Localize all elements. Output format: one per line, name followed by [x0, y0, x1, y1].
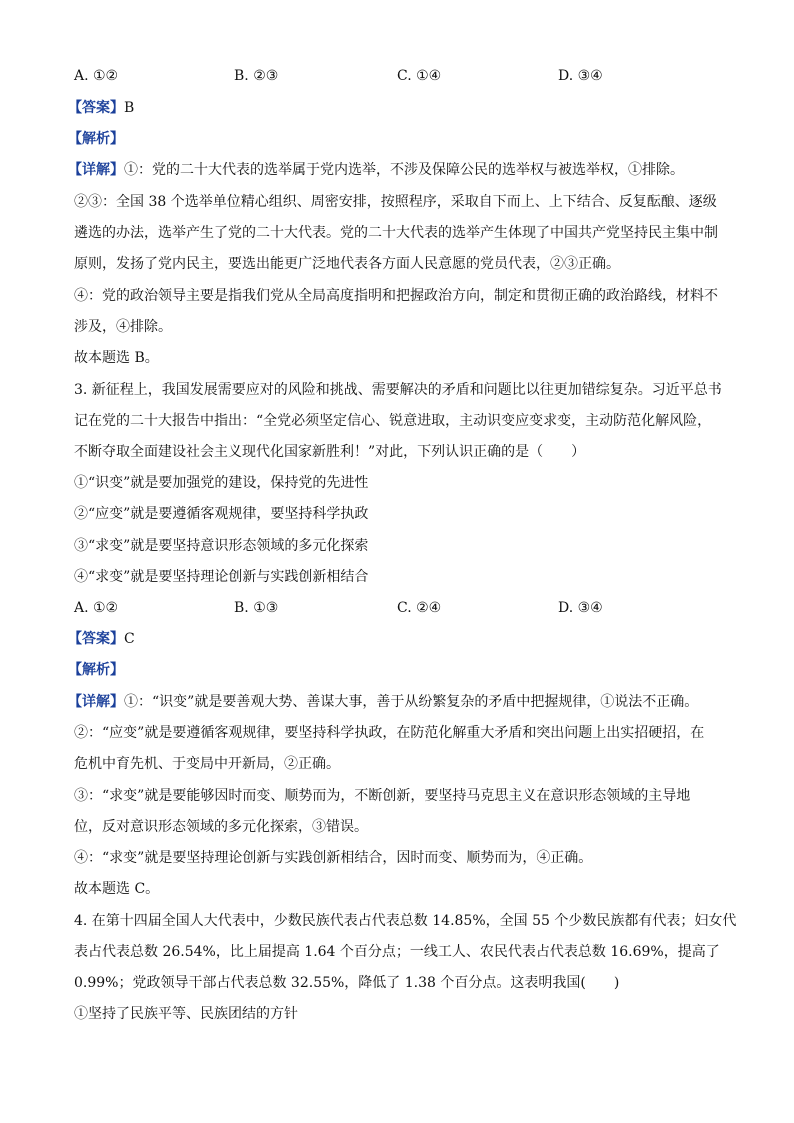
- q3-detail-text-1: ①：“识变”就是要善观大势、善谋大事，善于从纷繁复杂的矛盾中把握规律，①说法不正确。: [124, 694, 699, 710]
- q3-analysis-tag: 【解析】: [68, 662, 124, 678]
- q2-detail-line-4: 原则，发扬了党内民主，要选出能更广泛地代表各方面人民意愿的党员代表，②③正确。: [74, 256, 620, 272]
- q2-detail-line-1: [68, 160, 718, 180]
- q3-detail-line-3: 危机中育先机、于变局中开新局，②正确。: [74, 756, 340, 772]
- q3-stem-line-3: 不断夺取全面建设社会主义现代化国家新胜利！”对此，下列认识正确的是（ ）: [74, 444, 586, 460]
- q3-detail-line-5: 位，反对意识形态领域的多元化探索，③错误。: [74, 819, 368, 835]
- q3-detail-tag: 【详解】: [68, 694, 124, 710]
- q3-option-b: B. ①③: [234, 600, 279, 616]
- q2-option-b: B. ②③: [234, 68, 279, 84]
- q3-answer: [68, 629, 718, 649]
- q3-stem-line-2: 记在党的二十大报告中指出：“全党必须坚定信心、锐意进取，主动识变应变求变，主动防范化解风险，: [74, 413, 712, 429]
- q3-option-d: D. ③④: [558, 600, 603, 616]
- q4-item-1: ①坚持了民族平等、民族团结的方针: [74, 1006, 298, 1022]
- q2-detail-line-2: ②③：全国 38 个选举单位精心组织、周密安排，按照程序，采取自下而上、上下结合、反复酝酿、逐级: [74, 194, 717, 210]
- q3-answer-tag: 【答案】: [68, 631, 124, 647]
- q3-detail-line-6: ④：“求变”就是要坚持理论创新与实践创新相结合，因时而变、顺势而为，④正确。: [74, 850, 593, 866]
- q3-item-2: ②“应变”就是要遵循客观规律，要坚持科学执政: [74, 506, 369, 522]
- q3-detail-line-2: ②：“应变”就是要遵循客观规律，要坚持科学执政，在防范化解重大矛盾和突出问题上出实招硬招，在: [74, 725, 705, 741]
- q3-conclusion: 故本题选 C。: [74, 881, 160, 897]
- q2-detail-line-3: 遴选的办法，选举产生了党的二十大代表。党的二十大代表的选举产生体现了中国共产党坚持民主集中制: [74, 225, 718, 241]
- q2-option-d: D. ③④: [558, 68, 603, 84]
- q4-stem-line-1: 4. 在第十四届全国人大代表中，少数民族代表占代表总数 14.85%，全国 55 个少数民族都有代表；妇女代: [74, 913, 737, 929]
- q2-option-a: A. ①②: [74, 68, 119, 84]
- q3-answer-value: C: [124, 631, 135, 647]
- q2-answer: [68, 98, 718, 118]
- q4-stem-line-2: 表占代表总数 26.54%，比上届提高 1.64 个百分点；一线工人、农民代表占代表总数 16.69%，提高了: [74, 944, 720, 960]
- q3-option-a: A. ①②: [74, 600, 119, 616]
- q2-answer-value: B: [124, 100, 135, 116]
- q2-conclusion: 故本题选 B。: [74, 350, 159, 366]
- q2-detail-text-1: ①：党的二十大代表的选举属于党内选举，不涉及保障公民的选举权与被选举权，①排除。: [124, 162, 684, 178]
- q2-analysis-tag: 【解析】: [68, 131, 124, 147]
- q4-stem-line-3: 0.99%；党政领导干部占代表总数 32.55%，降低了 1.38 个百分点。这表明我国( ): [74, 975, 620, 991]
- q3-item-3: ③“求变”就是要坚持意识形态领域的多元化探索: [74, 538, 369, 554]
- q2-detail-tag: 【详解】: [68, 162, 124, 178]
- q2-options: [74, 66, 724, 86]
- q3-item-4: ④“求变”就是要坚持理论创新与实践创新相结合: [74, 569, 369, 585]
- q2-answer-tag: 【答案】: [68, 100, 124, 116]
- q3-detail-line-1: [68, 692, 718, 712]
- q3-options: [74, 598, 724, 618]
- q3-stem-line-1: 3. 新征程上，我国发展需要应对的风险和挑战、需要解决的矛盾和问题比以往更加错综复杂。习近平总书: [74, 382, 722, 398]
- q2-option-c: C. ①④: [397, 68, 442, 84]
- q3-option-c: C. ②④: [397, 600, 442, 616]
- q3-item-1: ①“识变”就是要加强党的建设，保持党的先进性: [74, 475, 369, 491]
- q3-detail-line-4: ③：“求变”就是要能够因时而变、顺势而为，不断创新，要坚持马克思主义在意识形态领域的主导地: [74, 788, 691, 804]
- q2-detail-line-6: 涉及，④排除。: [74, 319, 172, 335]
- q2-detail-line-5: ④：党的政治领导主要是指我们党从全局高度指明和把握政治方向，制定和贯彻正确的政治路线，材料不: [74, 288, 718, 304]
